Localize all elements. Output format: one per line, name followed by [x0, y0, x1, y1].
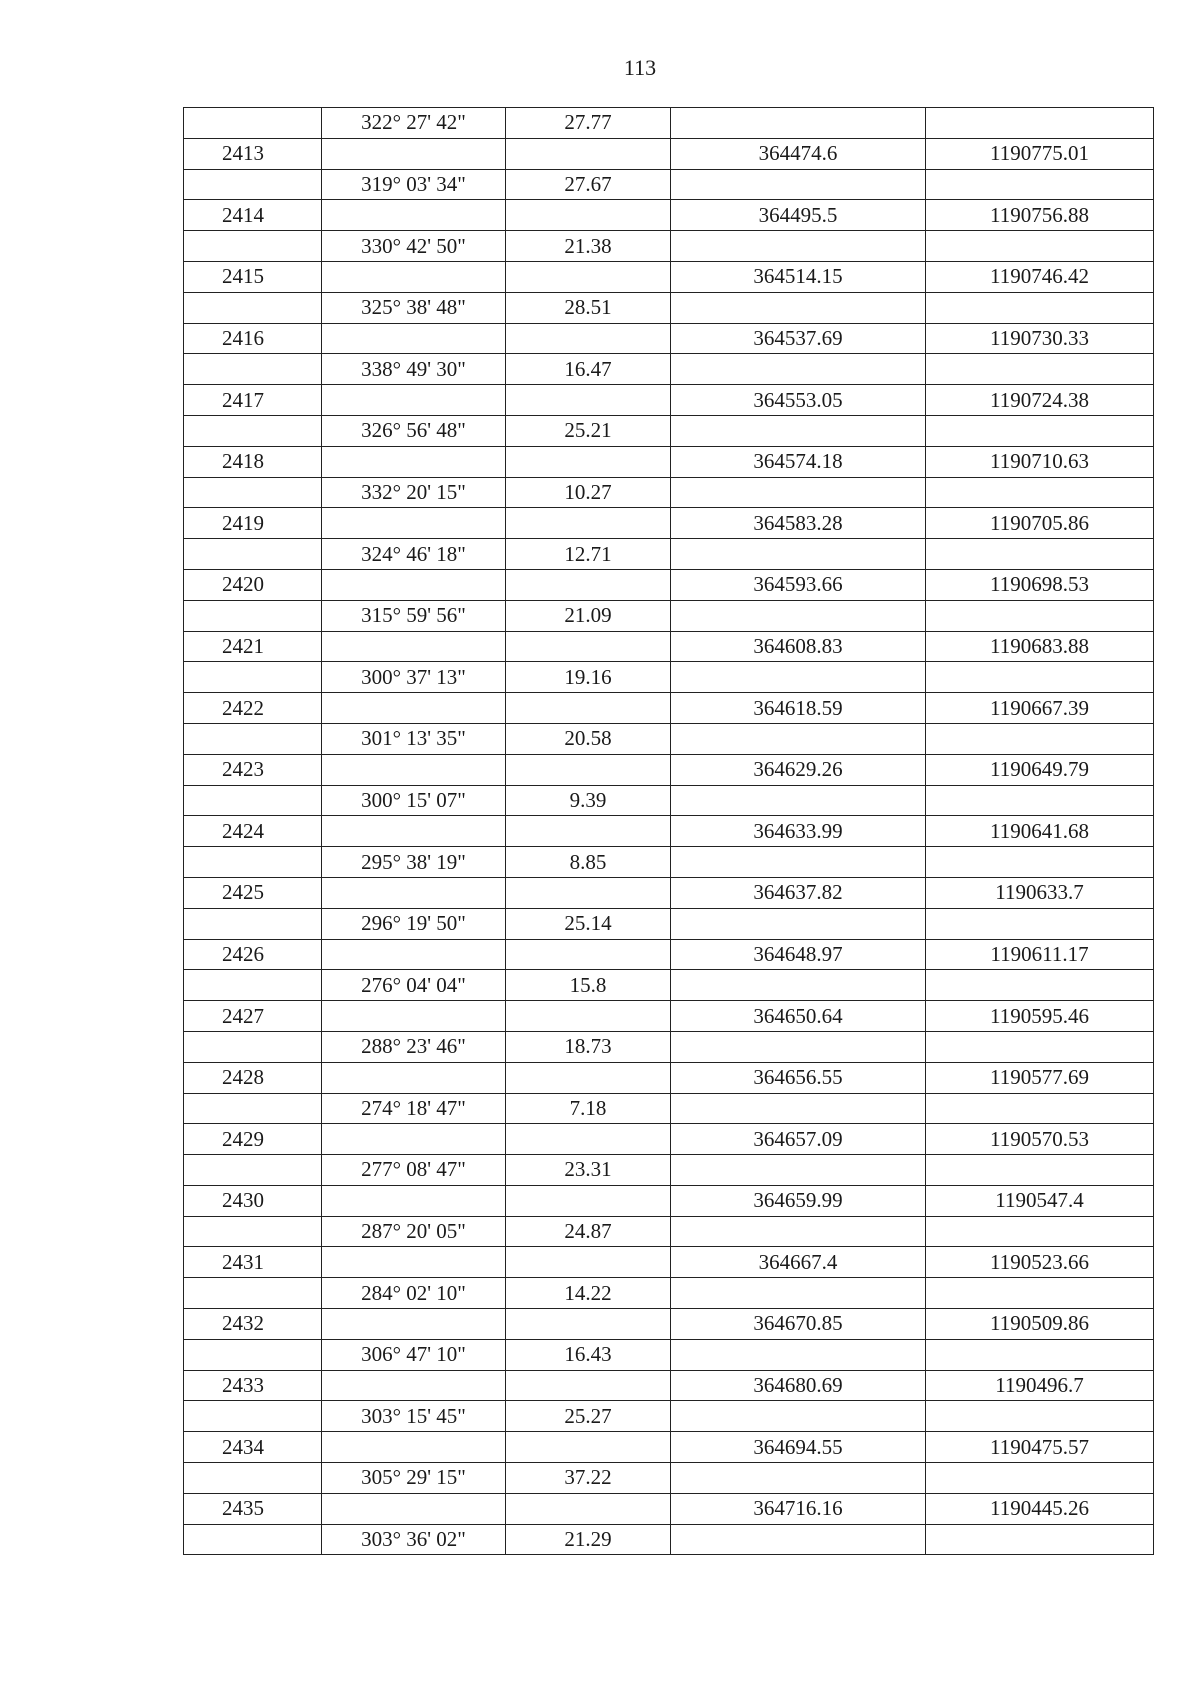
bearing-cell: [322, 1124, 506, 1155]
station-row: [184, 754, 1154, 785]
bearing-cell: [322, 1370, 506, 1401]
northing-cell: 364680.69: [671, 1370, 926, 1401]
station-row: [184, 138, 1154, 169]
bearing-cell: [322, 1432, 506, 1463]
station-row: [184, 693, 1154, 724]
distance-cell: [506, 939, 671, 970]
bearing-cell: 324° 46' 18": [322, 539, 506, 570]
distance-cell: 23.31: [506, 1155, 671, 1186]
leg-row: [184, 1278, 1154, 1309]
northing-cell: 364670.85: [671, 1309, 926, 1340]
station-cell: 2418: [184, 446, 322, 477]
bearing-cell: 326° 56' 48": [322, 415, 506, 446]
leg-row: [184, 231, 1154, 262]
easting-cell: [926, 477, 1154, 508]
northing-cell: [671, 662, 926, 693]
bearing-cell: 325° 38' 48": [322, 292, 506, 323]
distance-cell: 15.8: [506, 970, 671, 1001]
leg-row: [184, 1401, 1154, 1432]
leg-row: [184, 1093, 1154, 1124]
northing-cell: 364593.66: [671, 569, 926, 600]
northing-cell: [671, 1216, 926, 1247]
easting-cell: [926, 1216, 1154, 1247]
distance-cell: [506, 200, 671, 231]
easting-cell: [926, 539, 1154, 570]
station-cell: 2430: [184, 1185, 322, 1216]
bearing-cell: 332° 20' 15": [322, 477, 506, 508]
leg-row: [184, 1155, 1154, 1186]
easting-cell: [926, 415, 1154, 446]
northing-cell: [671, 1031, 926, 1062]
distance-cell: 25.27: [506, 1401, 671, 1432]
distance-cell: 16.43: [506, 1339, 671, 1370]
leg-row: [184, 1031, 1154, 1062]
station-cell: [184, 662, 322, 693]
easting-cell: [926, 1401, 1154, 1432]
bearing-cell: 300° 15' 07": [322, 785, 506, 816]
northing-cell: [671, 292, 926, 323]
northing-cell: 364637.82: [671, 877, 926, 908]
station-cell: 2427: [184, 1001, 322, 1032]
station-cell: 2426: [184, 939, 322, 970]
station-cell: [184, 292, 322, 323]
station-cell: [184, 1278, 322, 1309]
northing-cell: 364659.99: [671, 1185, 926, 1216]
easting-cell: [926, 847, 1154, 878]
northing-cell: [671, 539, 926, 570]
leg-row: [184, 1524, 1154, 1555]
bearing-cell: 305° 29' 15": [322, 1463, 506, 1494]
station-row: [184, 1247, 1154, 1278]
station-cell: [184, 1155, 322, 1186]
distance-cell: [506, 385, 671, 416]
survey-coordinates-table: [183, 107, 1154, 1555]
bearing-cell: 301° 13' 35": [322, 723, 506, 754]
easting-cell: 1190445.26: [926, 1493, 1154, 1524]
leg-row: [184, 169, 1154, 200]
northing-cell: 364618.59: [671, 693, 926, 724]
northing-cell: 364629.26: [671, 754, 926, 785]
bearing-cell: [322, 631, 506, 662]
northing-cell: 364667.4: [671, 1247, 926, 1278]
survey-table-body: [184, 108, 1154, 1555]
leg-row: [184, 785, 1154, 816]
station-row: [184, 508, 1154, 539]
easting-cell: 1190611.17: [926, 939, 1154, 970]
northing-cell: 364574.18: [671, 446, 926, 477]
easting-cell: 1190705.86: [926, 508, 1154, 539]
station-cell: 2434: [184, 1432, 322, 1463]
distance-cell: 28.51: [506, 292, 671, 323]
leg-row: [184, 847, 1154, 878]
northing-cell: 364694.55: [671, 1432, 926, 1463]
northing-cell: 364537.69: [671, 323, 926, 354]
station-cell: [184, 169, 322, 200]
easting-cell: 1190756.88: [926, 200, 1154, 231]
easting-cell: [926, 231, 1154, 262]
northing-cell: [671, 169, 926, 200]
distance-cell: 21.29: [506, 1524, 671, 1555]
station-row: [184, 939, 1154, 970]
distance-cell: [506, 816, 671, 847]
distance-cell: 9.39: [506, 785, 671, 816]
easting-cell: [926, 354, 1154, 385]
easting-cell: 1190649.79: [926, 754, 1154, 785]
station-cell: 2432: [184, 1309, 322, 1340]
northing-cell: [671, 970, 926, 1001]
distance-cell: [506, 1124, 671, 1155]
bearing-cell: 306° 47' 10": [322, 1339, 506, 1370]
bearing-cell: 315° 59' 56": [322, 600, 506, 631]
northing-cell: 364656.55: [671, 1062, 926, 1093]
bearing-cell: 303° 36' 02": [322, 1524, 506, 1555]
northing-cell: [671, 785, 926, 816]
distance-cell: [506, 693, 671, 724]
station-cell: 2431: [184, 1247, 322, 1278]
easting-cell: [926, 1031, 1154, 1062]
easting-cell: [926, 1278, 1154, 1309]
bearing-cell: [322, 939, 506, 970]
bearing-cell: [322, 569, 506, 600]
northing-cell: [671, 477, 926, 508]
leg-row: [184, 600, 1154, 631]
station-cell: [184, 539, 322, 570]
station-cell: [184, 785, 322, 816]
bearing-cell: [322, 1493, 506, 1524]
easting-cell: 1190683.88: [926, 631, 1154, 662]
bearing-cell: [322, 446, 506, 477]
easting-cell: 1190570.53: [926, 1124, 1154, 1155]
easting-cell: [926, 908, 1154, 939]
bearing-cell: 319° 03' 34": [322, 169, 506, 200]
northing-cell: 364495.5: [671, 200, 926, 231]
distance-cell: 25.21: [506, 415, 671, 446]
easting-cell: 1190641.68: [926, 816, 1154, 847]
bearing-cell: [322, 1185, 506, 1216]
distance-cell: 27.67: [506, 169, 671, 200]
station-cell: [184, 908, 322, 939]
station-cell: 2428: [184, 1062, 322, 1093]
station-cell: 2417: [184, 385, 322, 416]
northing-cell: [671, 1278, 926, 1309]
station-row: [184, 385, 1154, 416]
distance-cell: 18.73: [506, 1031, 671, 1062]
easting-cell: 1190595.46: [926, 1001, 1154, 1032]
station-cell: [184, 847, 322, 878]
distance-cell: [506, 261, 671, 292]
station-cell: 2415: [184, 261, 322, 292]
bearing-cell: 288° 23' 46": [322, 1031, 506, 1062]
distance-cell: [506, 1493, 671, 1524]
distance-cell: 8.85: [506, 847, 671, 878]
easting-cell: 1190730.33: [926, 323, 1154, 354]
bearing-cell: [322, 1309, 506, 1340]
distance-cell: [506, 1247, 671, 1278]
station-row: [184, 569, 1154, 600]
easting-cell: [926, 662, 1154, 693]
bearing-cell: 296° 19' 50": [322, 908, 506, 939]
station-cell: [184, 354, 322, 385]
station-cell: 2416: [184, 323, 322, 354]
easting-cell: [926, 292, 1154, 323]
bearing-cell: 284° 02' 10": [322, 1278, 506, 1309]
easting-cell: 1190724.38: [926, 385, 1154, 416]
northing-cell: 364657.09: [671, 1124, 926, 1155]
bearing-cell: [322, 1001, 506, 1032]
station-cell: [184, 970, 322, 1001]
distance-cell: 16.47: [506, 354, 671, 385]
bearing-cell: 287° 20' 05": [322, 1216, 506, 1247]
leg-row: [184, 292, 1154, 323]
distance-cell: [506, 1001, 671, 1032]
bearing-cell: [322, 508, 506, 539]
leg-row: [184, 415, 1154, 446]
station-cell: 2433: [184, 1370, 322, 1401]
easting-cell: 1190475.57: [926, 1432, 1154, 1463]
easting-cell: [926, 1093, 1154, 1124]
leg-row: [184, 970, 1154, 1001]
bearing-cell: [322, 816, 506, 847]
bearing-cell: [322, 200, 506, 231]
bearing-cell: 303° 15' 45": [322, 1401, 506, 1432]
station-cell: 2429: [184, 1124, 322, 1155]
bearing-cell: 338° 49' 30": [322, 354, 506, 385]
leg-row: [184, 108, 1154, 139]
distance-cell: 12.71: [506, 539, 671, 570]
station-cell: [184, 1216, 322, 1247]
station-row: [184, 261, 1154, 292]
easting-cell: 1190746.42: [926, 261, 1154, 292]
leg-row: [184, 1339, 1154, 1370]
distance-cell: 10.27: [506, 477, 671, 508]
leg-row: [184, 908, 1154, 939]
distance-cell: [506, 569, 671, 600]
station-cell: [184, 415, 322, 446]
leg-row: [184, 662, 1154, 693]
easting-cell: 1190775.01: [926, 138, 1154, 169]
station-cell: [184, 1524, 322, 1555]
bearing-cell: 322° 27' 42": [322, 108, 506, 139]
easting-cell: 1190710.63: [926, 446, 1154, 477]
distance-cell: [506, 1370, 671, 1401]
easting-cell: [926, 1524, 1154, 1555]
station-row: [184, 1185, 1154, 1216]
northing-cell: [671, 600, 926, 631]
distance-cell: 14.22: [506, 1278, 671, 1309]
easting-cell: 1190577.69: [926, 1062, 1154, 1093]
station-cell: [184, 723, 322, 754]
northing-cell: 364474.6: [671, 138, 926, 169]
distance-cell: [506, 1309, 671, 1340]
station-row: [184, 1001, 1154, 1032]
distance-cell: 20.58: [506, 723, 671, 754]
station-cell: [184, 231, 322, 262]
station-row: [184, 1124, 1154, 1155]
bearing-cell: [322, 754, 506, 785]
distance-cell: [506, 323, 671, 354]
station-cell: [184, 1463, 322, 1494]
station-cell: 2425: [184, 877, 322, 908]
station-cell: [184, 1339, 322, 1370]
northing-cell: [671, 723, 926, 754]
distance-cell: [506, 877, 671, 908]
easting-cell: [926, 1339, 1154, 1370]
northing-cell: 364650.64: [671, 1001, 926, 1032]
station-row: [184, 1309, 1154, 1340]
northing-cell: [671, 415, 926, 446]
station-cell: 2421: [184, 631, 322, 662]
northing-cell: 364514.15: [671, 261, 926, 292]
distance-cell: 21.09: [506, 600, 671, 631]
easting-cell: [926, 169, 1154, 200]
station-cell: 2414: [184, 200, 322, 231]
station-cell: [184, 108, 322, 139]
distance-cell: 7.18: [506, 1093, 671, 1124]
bearing-cell: [322, 385, 506, 416]
station-row: [184, 877, 1154, 908]
leg-row: [184, 354, 1154, 385]
station-row: [184, 816, 1154, 847]
station-row: [184, 446, 1154, 477]
bearing-cell: 274° 18' 47": [322, 1093, 506, 1124]
northing-cell: 364583.28: [671, 508, 926, 539]
bearing-cell: [322, 693, 506, 724]
distance-cell: 37.22: [506, 1463, 671, 1494]
easting-cell: [926, 600, 1154, 631]
northing-cell: 364633.99: [671, 816, 926, 847]
bearing-cell: 276° 04' 04": [322, 970, 506, 1001]
bearing-cell: [322, 261, 506, 292]
distance-cell: [506, 754, 671, 785]
easting-cell: [926, 723, 1154, 754]
easting-cell: 1190633.7: [926, 877, 1154, 908]
northing-cell: 364648.97: [671, 939, 926, 970]
station-cell: 2424: [184, 816, 322, 847]
station-cell: [184, 600, 322, 631]
station-cell: 2422: [184, 693, 322, 724]
station-cell: [184, 477, 322, 508]
distance-cell: 27.77: [506, 108, 671, 139]
easting-cell: 1190496.7: [926, 1370, 1154, 1401]
bearing-cell: [322, 1062, 506, 1093]
easting-cell: [926, 1155, 1154, 1186]
bearing-cell: [322, 138, 506, 169]
northing-cell: [671, 1155, 926, 1186]
bearing-cell: 300° 37' 13": [322, 662, 506, 693]
northing-cell: [671, 1339, 926, 1370]
northing-cell: [671, 847, 926, 878]
station-row: [184, 323, 1154, 354]
distance-cell: 19.16: [506, 662, 671, 693]
northing-cell: [671, 354, 926, 385]
station-cell: [184, 1401, 322, 1432]
bearing-cell: [322, 1247, 506, 1278]
distance-cell: [506, 508, 671, 539]
northing-cell: [671, 1463, 926, 1494]
easting-cell: [926, 108, 1154, 139]
easting-cell: [926, 1463, 1154, 1494]
northing-cell: [671, 1093, 926, 1124]
bearing-cell: [322, 323, 506, 354]
bearing-cell: 295° 38' 19": [322, 847, 506, 878]
station-row: [184, 1062, 1154, 1093]
leg-row: [184, 1216, 1154, 1247]
station-cell: 2423: [184, 754, 322, 785]
easting-cell: 1190509.86: [926, 1309, 1154, 1340]
bearing-cell: 277° 08' 47": [322, 1155, 506, 1186]
bearing-cell: [322, 877, 506, 908]
northing-cell: [671, 1401, 926, 1432]
station-row: [184, 631, 1154, 662]
leg-row: [184, 477, 1154, 508]
bearing-cell: 330° 42' 50": [322, 231, 506, 262]
station-cell: 2435: [184, 1493, 322, 1524]
leg-row: [184, 539, 1154, 570]
northing-cell: [671, 908, 926, 939]
distance-cell: [506, 138, 671, 169]
northing-cell: [671, 1524, 926, 1555]
northing-cell: 364608.83: [671, 631, 926, 662]
station-cell: [184, 1031, 322, 1062]
easting-cell: [926, 970, 1154, 1001]
station-cell: [184, 1093, 322, 1124]
station-row: [184, 1370, 1154, 1401]
easting-cell: 1190523.66: [926, 1247, 1154, 1278]
station-row: [184, 1432, 1154, 1463]
station-cell: 2413: [184, 138, 322, 169]
station-cell: 2420: [184, 569, 322, 600]
easting-cell: 1190547.4: [926, 1185, 1154, 1216]
northing-cell: [671, 108, 926, 139]
distance-cell: 21.38: [506, 231, 671, 262]
station-row: [184, 1493, 1154, 1524]
leg-row: [184, 1463, 1154, 1494]
northing-cell: 364716.16: [671, 1493, 926, 1524]
easting-cell: 1190667.39: [926, 693, 1154, 724]
distance-cell: [506, 631, 671, 662]
distance-cell: [506, 1185, 671, 1216]
northing-cell: [671, 231, 926, 262]
easting-cell: [926, 785, 1154, 816]
distance-cell: [506, 446, 671, 477]
easting-cell: 1190698.53: [926, 569, 1154, 600]
northing-cell: 364553.05: [671, 385, 926, 416]
leg-row: [184, 723, 1154, 754]
page-number: 113: [623, 55, 657, 80]
distance-cell: [506, 1062, 671, 1093]
station-row: [184, 200, 1154, 231]
distance-cell: 25.14: [506, 908, 671, 939]
station-cell: 2419: [184, 508, 322, 539]
distance-cell: [506, 1432, 671, 1463]
distance-cell: 24.87: [506, 1216, 671, 1247]
